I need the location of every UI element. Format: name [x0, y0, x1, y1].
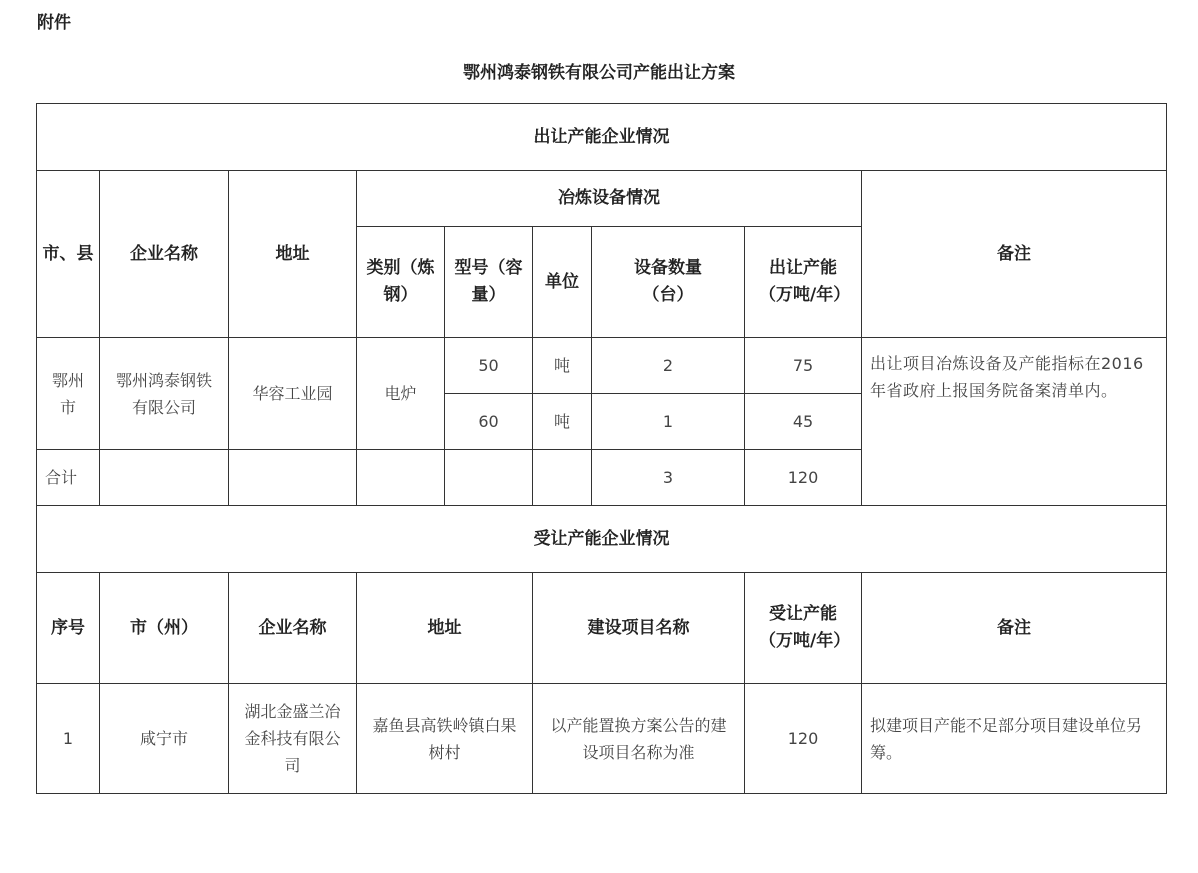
- header-remarks: 备注: [862, 171, 1167, 338]
- equipment-model: 60: [445, 394, 533, 450]
- header-receive-remarks: 备注: [862, 573, 1167, 684]
- total-empty-cell: [445, 450, 533, 506]
- total-label: 合计: [37, 450, 100, 506]
- receive-capacity: 120: [745, 684, 862, 794]
- header-receive-address: 地址: [357, 573, 533, 684]
- header-category: 类别（炼钢）: [357, 227, 445, 338]
- header-receive-company-name: 企业名称: [229, 573, 357, 684]
- total-capacity: 120: [745, 450, 862, 506]
- header-unit: 单位: [533, 227, 592, 338]
- document-title: 鄂州鸿泰钢铁有限公司产能出让方案: [463, 63, 735, 83]
- transfer-category: 电炉: [357, 338, 445, 450]
- total-empty-cell: [100, 450, 229, 506]
- attachment-label: 附件: [37, 13, 71, 33]
- capacity-transfer-table: [36, 103, 1167, 794]
- receive-project: 以产能置换方案公告的建设项目名称为准: [533, 684, 745, 794]
- transfer-city: 鄂州市: [37, 338, 100, 450]
- receive-section-heading: 受让产能企业情况: [37, 506, 1167, 573]
- transfer-address: 华容工业园: [229, 338, 357, 450]
- header-equipment-qty: 设备数量（台）: [592, 227, 745, 338]
- header-receive-capacity: 受让产能（万吨/年）: [745, 573, 862, 684]
- header-city-state: 市（州）: [100, 573, 229, 684]
- total-empty-cell: [229, 450, 357, 506]
- header-seq: 序号: [37, 573, 100, 684]
- equipment-qty: 1: [592, 394, 745, 450]
- header-transfer-capacity: 出让产能（万吨/年）: [745, 227, 862, 338]
- transfer-section-heading: 出让产能企业情况: [37, 104, 1167, 171]
- receive-remarks: 拟建项目产能不足部分项目建设单位另筹。: [862, 684, 1167, 794]
- total-empty-cell: [357, 450, 445, 506]
- header-address: 地址: [229, 171, 357, 338]
- receive-company: 湖北金盛兰冶金科技有限公司: [229, 684, 357, 794]
- equipment-qty: 2: [592, 338, 745, 394]
- header-project-name: 建设项目名称: [533, 573, 745, 684]
- equipment-unit: 吨: [533, 394, 592, 450]
- total-empty-cell: [533, 450, 592, 506]
- receive-address: 嘉鱼县高铁岭镇白果树村: [357, 684, 533, 794]
- total-qty: 3: [592, 450, 745, 506]
- equipment-model: 50: [445, 338, 533, 394]
- header-city-county: 市、县: [37, 171, 100, 338]
- header-company-name: 企业名称: [100, 171, 229, 338]
- equipment-unit: 吨: [533, 338, 592, 394]
- header-smelting-equipment: 冶炼设备情况: [357, 171, 862, 227]
- equipment-capacity: 45: [745, 394, 862, 450]
- receive-city: 咸宁市: [100, 684, 229, 794]
- receive-seq: 1: [37, 684, 100, 794]
- transfer-company: 鄂州鸿泰钢铁有限公司: [100, 338, 229, 450]
- equipment-capacity: 75: [745, 338, 862, 394]
- header-model: 型号（容量）: [445, 227, 533, 338]
- transfer-remarks: 出让项目冶炼设备及产能指标在2016 年省政府上报国务院备案清单内。: [862, 338, 1167, 506]
